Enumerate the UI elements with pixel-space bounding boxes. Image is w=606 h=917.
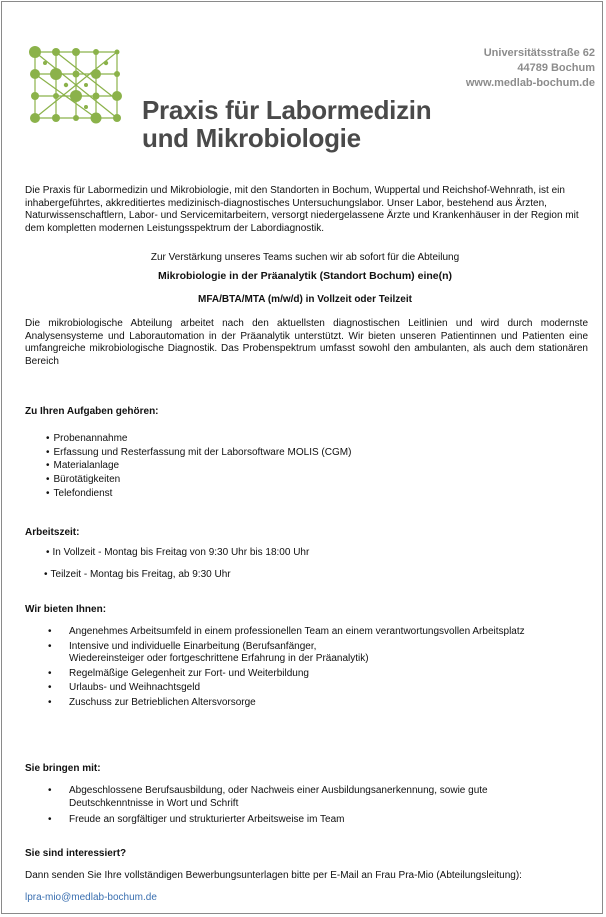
list-item: • Telefondienst [46, 487, 351, 501]
list-item: • Erfassung und Resterfassung mit der Laborsoftware MOLIS (CGM) [46, 446, 351, 460]
position-subtitle: MFA/BTA/MTA (m/w/d) in Vollzeit oder Teilzeit [198, 294, 412, 305]
worktime-fulltime: • In Vollzeit - Montag bis Freitag von 9:30 Uhr bis 18:00 Uhr [46, 547, 309, 558]
lab-logo-icon [26, 40, 136, 140]
website-link[interactable]: www.medlab-bochum.de [465, 77, 595, 89]
email-link[interactable]: lpra-mio@medlab-bochum.de [25, 892, 157, 903]
worktime-parttime: • Teilzeit - Montag bis Freitag, ab 9:30 Uhr [44, 569, 231, 580]
logo-wordmark [142, 96, 431, 152]
list-item: • Freude an sorgfältiger und strukturierter Arbeitsweise im Team [48, 814, 488, 827]
logo-line-1: Praxis für Labormedizin [142, 95, 432, 125]
contact-text: Dann senden Sie Ihre vollständigen Bewerbungsunterlagen bitte per E-Mail an Frau Pra-Mio (Abteilungsleitung): [25, 870, 522, 881]
intro-paragraph: Die Praxis für Labormedizin und Mikrobiologie, mit den Standorten in Bochum, Wuppertal und Reichshof-Wehnrath, ist ein inhabergeführtes, akkreditiertes medizinisch-diagnostisches Untersuchungslabor. Unser Labor, bestehend aus Ärzten, Naturwissenschaftlern, Labor- und Servicemitarbeitern, versorgt niedergelassene Ärzte und Krankenhäuser in der Region mit dem kompletten modernen Leistungsspektrum der Labordiagnostik. [25, 185, 579, 234]
list-item: • Regelmäßige Gelegenheit zur Fort- und Weiterbildung [48, 668, 568, 681]
address-street: Universitätsstraße 62 [483, 47, 595, 59]
address-city: 44789 Bochum [517, 62, 595, 74]
lead-text: Zur Verstärkung unseres Teams suchen wir ab sofort für die Abteilung [150, 252, 460, 263]
list-item: • Probenannahme [46, 432, 351, 446]
worktime-heading: Arbeitszeit: [25, 527, 80, 538]
position-title: Mikrobiologie in der Präanalytik (Standort Bochum) eine(n) [157, 270, 453, 282]
tasks-heading: Zu Ihren Aufgaben gehören: [25, 406, 159, 417]
tasks-list [46, 432, 351, 501]
list-item: • Urlaubs- und Weihnachtsgeld [48, 682, 568, 695]
list-item: • Materialanlage [46, 459, 351, 473]
list-item: • Zuschuss zur Betrieblichen Altersvorsorge [48, 697, 568, 710]
requirements-heading: Sie bringen mit: [25, 763, 101, 774]
list-item: • Abgeschlossene Berufsausbildung, oder Nachweis einer Ausbildungsanerkennung, sowie gute Deutschkenntnisse in Wort und Schrift [48, 785, 488, 810]
list-item: • Intensive und individuelle Einarbeitung (Berufsanfänger, Wiedereinsteiger oder fortgeschrittene Erfahrung in der Präanalytik) [48, 641, 389, 666]
department-description: Die mikrobiologische Abteilung arbeitet nach den aktuellsten diagnostischen Leitlinien und wird durch modernste Analysensysteme und Laborautomation in der Präanalytik unterstützt. Wir bieten unseren Patientinnen und Patienten eine umfangreiche mikrobiologische Diagnostik. Das Probenspektrum umfasst sowohl den ambulanten, als auch dem stationären Bereich [25, 318, 588, 367]
list-item: • Bürotätigkeiten [46, 473, 351, 487]
offer-list [48, 626, 568, 709]
list-item: • Angenehmes Arbeitsumfeld in einem professionellen Team an einem verantwortungsvollen Arbeitsplatz [48, 626, 568, 639]
contact-heading: Sie sind interessiert? [25, 848, 127, 859]
offer-heading: Wir bieten Ihnen: [25, 604, 107, 615]
address-block [466, 46, 595, 91]
requirements-list [48, 785, 488, 827]
logo-line-2: und Mikrobiologie [142, 123, 361, 153]
